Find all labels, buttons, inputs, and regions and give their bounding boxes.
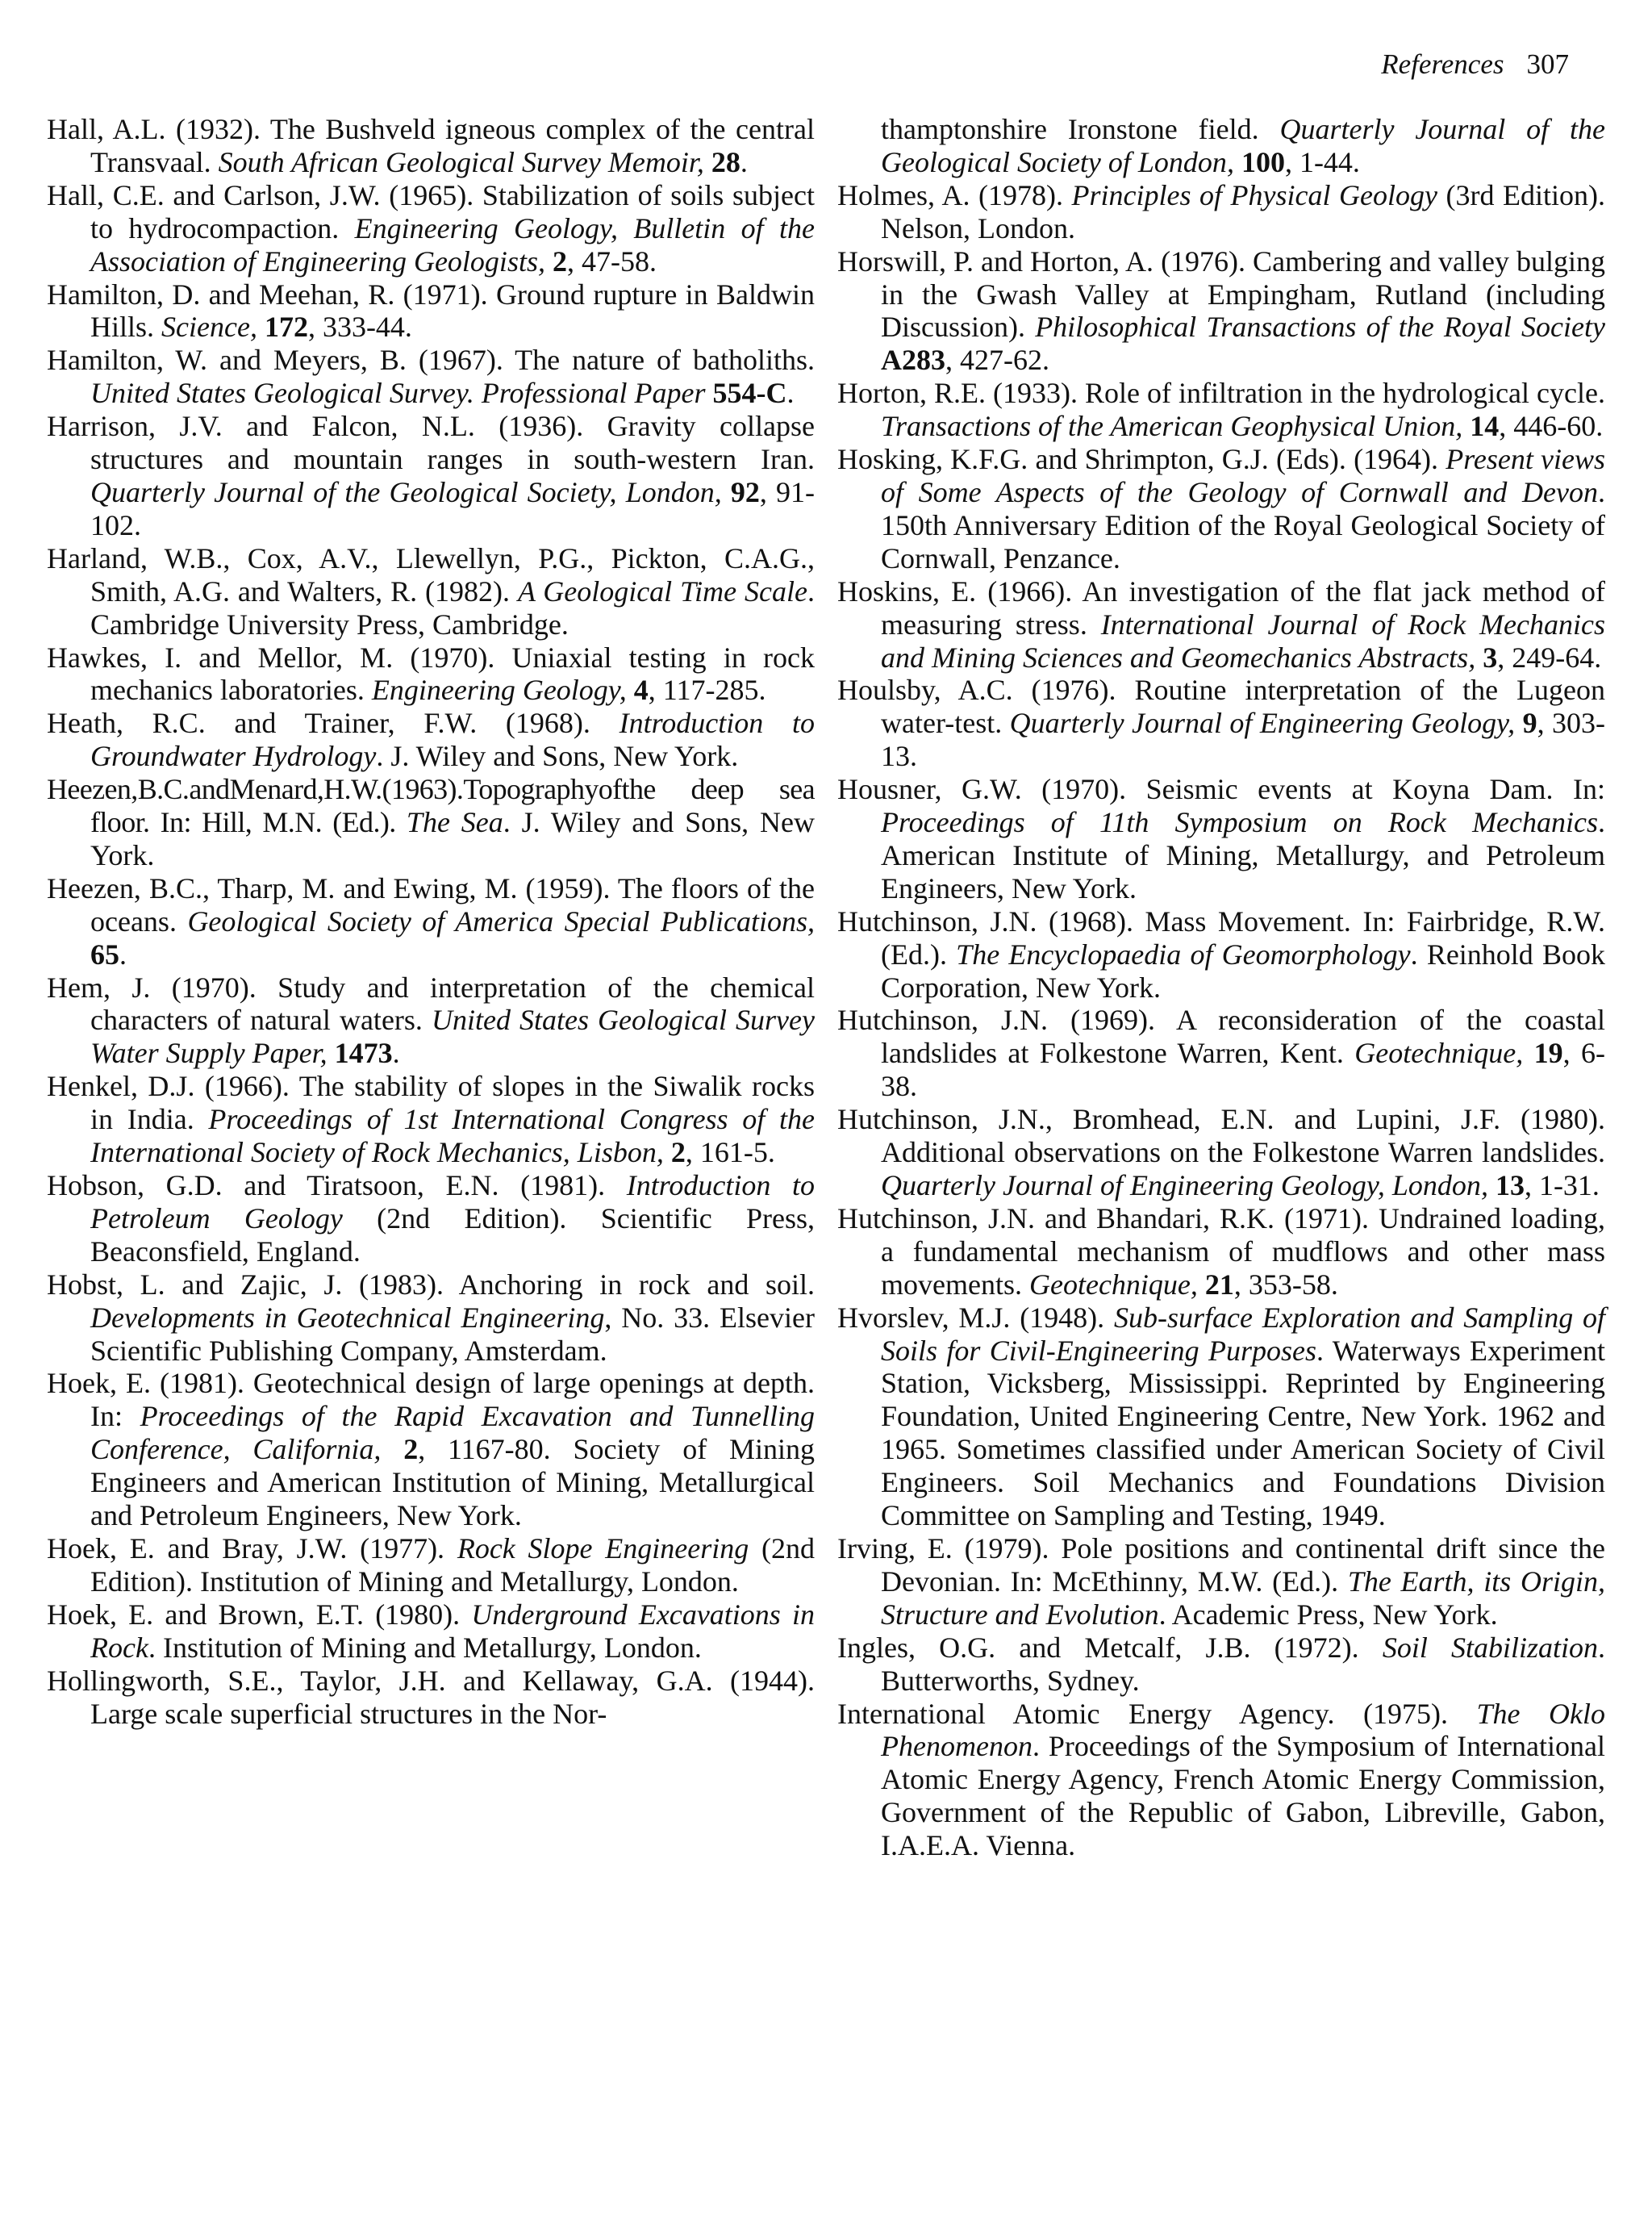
reference-entry: Hollingworth, S.E., Taylor, J.H. and Kellaway, G.A. (1944). Large scale superficial structures in the Nor- bbox=[47, 1664, 815, 1730]
reference-entry: Heezen, B.C., Tharp, M. and Ewing, M. (1959). The floors of the oceans. Geological Society of America Special Publications, 65. bbox=[47, 871, 816, 971]
running-title: References bbox=[1381, 48, 1504, 80]
reference-entry: Holmes, A. (1978). Principles of Physical Geology (3rd Edition). Nelson, London. bbox=[837, 178, 1605, 244]
reference-entry: Harrison, J.V. and Falcon, N.L. (1936). Gravity collapse structures and mountain ranges in south-western Iran. Quarterly Journal of the Geological Society, London, 92, 91-102. bbox=[47, 410, 815, 541]
reference-entry: Housner, G.W. (1970). Seismic events at Koyna Dam. In: Proceedings of 11th Symposium on Rock Mechanics. American Institute of Mining, Metallurgy, and Petroleum Engineers, New York. bbox=[837, 773, 1605, 904]
reference-entry: Ingles, O.G. and Metcalf, J.B. (1972). Soil Stabilization. Butterworths, Sydney. bbox=[837, 1631, 1606, 1697]
reference-entry: Hutchinson, J.N. and Bhandari, R.K. (1971). Undrained loading, a fundamental mechanism of mudflows and other mass movements. Geotechnique, 21, 353-58. bbox=[837, 1201, 1605, 1301]
reference-entry: Heath, R.C. and Trainer, F.W. (1968). Introduction to Groundwater Hydrology. J. Wiley and Sons, New York. bbox=[47, 707, 815, 773]
reference-entry: Hvorslev, M.J. (1948). Sub-surface Exploration and Sampling of Soils for Civil-Engineering Purposes. Waterways Experiment Station, Vicksberg, Mississippi. Reprinted by Engineering Foundation, United Engineering Centre, New York. 1962 and 1965. Sometimes classified under American Society of Civil Engineers. Soil Mechanics and Foundations Division Committee on Sampling and Testing, 1949. bbox=[837, 1301, 1606, 1532]
reference-entry: Hoek, E. and Brown, E.T. (1980). Underground Excavations in Rock. Institution of Mining and Metallurgy, London. bbox=[47, 1598, 815, 1664]
reference-entry: Hoskins, E. (1966). An investigation of the flat jack method of measuring stress. International Journal of Rock Mechanics and Mining Sciences and Geomechanics Abstracts, 3, 249-64. bbox=[837, 574, 1605, 674]
reference-entry: Hoek, E. (1981). Geotechnical design of large openings at depth. In: Proceedings of the Rapid Excavation and Tunnelling Conference, California, 2, 1167-80. Society of Mining Engineers and American Institution of Mining, Metallurgical and Petroleum Engineers, New York. bbox=[47, 1367, 816, 1532]
references-left-column bbox=[47, 113, 815, 1730]
reference-entry: Horton, R.E. (1933). Role of infiltration in the hydrological cycle. Transactions of the American Geophysical Union, 14, 446-60. bbox=[837, 377, 1605, 443]
reference-entry: Hall, A.L. (1932). The Bushveld igneous complex of the central Transvaal. South African Geological Survey Memoir, 28. bbox=[47, 113, 815, 178]
reference-entry: Hutchinson, J.N. (1969). A reconsideration of the coastal landslides at Folkestone Warren, Kent. Geotechnique, 19, 6-38. bbox=[837, 1004, 1606, 1103]
reference-entry: Hobson, G.D. and Tiratsoon, E.N. (1981). Introduction to Petroleum Geology (2nd Edition). Scientific Press, Beaconsfield, England. bbox=[47, 1169, 815, 1268]
reference-entry: Henkel, D.J. (1966). The stability of slopes in the Siwalik rocks in India. Proceedings of 1st International Congress of the International Society of Rock Mechanics, Lisbon, 2, 161-5. bbox=[47, 1070, 815, 1169]
references-right-column bbox=[837, 113, 1605, 1862]
page-number: 307 bbox=[1526, 48, 1569, 80]
reference-entry: Hosking, K.F.G. and Shrimpton, G.J. (Eds). (1964). Present views of Some Aspects of the Geology of Cornwall and Devon. 150th Anniversary Edition of the Royal Geological Society of Cornwall, Penzance. bbox=[837, 443, 1605, 574]
reference-entry: Horswill, P. and Horton, A. (1976). Cambering and valley bulging in the Gwash Valley at Empingham, Rutland (including Discussion). Philosophical Transactions of the Royal Society A283, 427-62. bbox=[837, 244, 1605, 377]
reference-entry: Hawkes, I. and Mellor, M. (1970). Uniaxial testing in rock mechanics laboratories. Engineering Geology, 4, 117-285. bbox=[47, 641, 815, 707]
reference-entry: Hoek, E. and Bray, J.W. (1977). Rock Slope Engineering (2nd Edition). Institution of Mining and Metallurgy, London. bbox=[47, 1531, 816, 1598]
reference-entry: International Atomic Energy Agency. (1975). The Oklo Phenomenon. Proceedings of the Symposium of International Atomic Energy Agency, French Atomic Energy Commission, Government of the Republic of Gabon, Libreville, Gabon, I.A.E.A. Vienna. bbox=[837, 1697, 1605, 1862]
reference-entry: Hutchinson, J.N., Bromhead, E.N. and Lupini, J.F. (1980). Additional observations on the Folkestone Warren landslides. Quarterly Journal of Engineering Geology, London, 13, 1-31. bbox=[837, 1103, 1605, 1201]
reference-entry: Hamilton, D. and Meehan, R. (1971). Ground rupture in Baldwin Hills. Science, 172, 333-44. bbox=[47, 278, 815, 344]
reference-entry: Hem, J. (1970). Study and interpretation of the chemical characters of natural waters. United States Geological Survey Water Supply Paper, 1473. bbox=[47, 971, 815, 1070]
reference-entry: Harland, W.B., Cox, A.V., Llewellyn, P.G., Pickton, C.A.G., Smith, A.G. and Walters, R. (1982). A Geological Time Scale. Cambridge University Press, Cambridge. bbox=[47, 541, 815, 641]
page-header bbox=[1381, 47, 1569, 82]
reference-entry: Hall, C.E. and Carlson, J.W. (1965). Stabilization of soils subject to hydrocompaction. Engineering Geology, Bulletin of the Association of Engineering Geologists, 2, 47-58. bbox=[47, 178, 815, 278]
reference-entry: Hamilton, W. and Meyers, B. (1967). The nature of batholiths. United States Geological Survey. Professional Paper 554-C. bbox=[47, 344, 815, 410]
reference-entry: Heezen,B.C.andMenard,H.W.(1963).Topographyofthe deep sea floor. In: Hill, M.N. (Ed.). The Sea. J. Wiley and Sons, New York. bbox=[47, 773, 815, 871]
reference-entry-continuation: thamptonshire Ironstone field. Quarterly Journal of the Geological Society of London, 100, 1-44. bbox=[881, 113, 1606, 178]
reference-entry: Hutchinson, J.N. (1968). Mass Movement. In: Fairbridge, R.W. (Ed.). The Encyclopaedia of Geomorphology. Reinhold Book Corporation, New York. bbox=[837, 904, 1606, 1004]
reference-entry: Houlsby, A.C. (1976). Routine interpretation of the Lugeon water-test. Quarterly Journal of Engineering Geology, 9, 303-13. bbox=[837, 674, 1605, 773]
reference-entry: Hobst, L. and Zajic, J. (1983). Anchoring in rock and soil. Developments in Geotechnical Engineering, No. 33. Elsevier Scientific Publishing Company, Amsterdam. bbox=[47, 1268, 815, 1367]
reference-entry: Irving, E. (1979). Pole positions and continental drift since the Devonian. In: McEthinny, M.W. (Ed.). The Earth, its Origin, Structure and Evolution. Academic Press, New York. bbox=[837, 1531, 1605, 1631]
